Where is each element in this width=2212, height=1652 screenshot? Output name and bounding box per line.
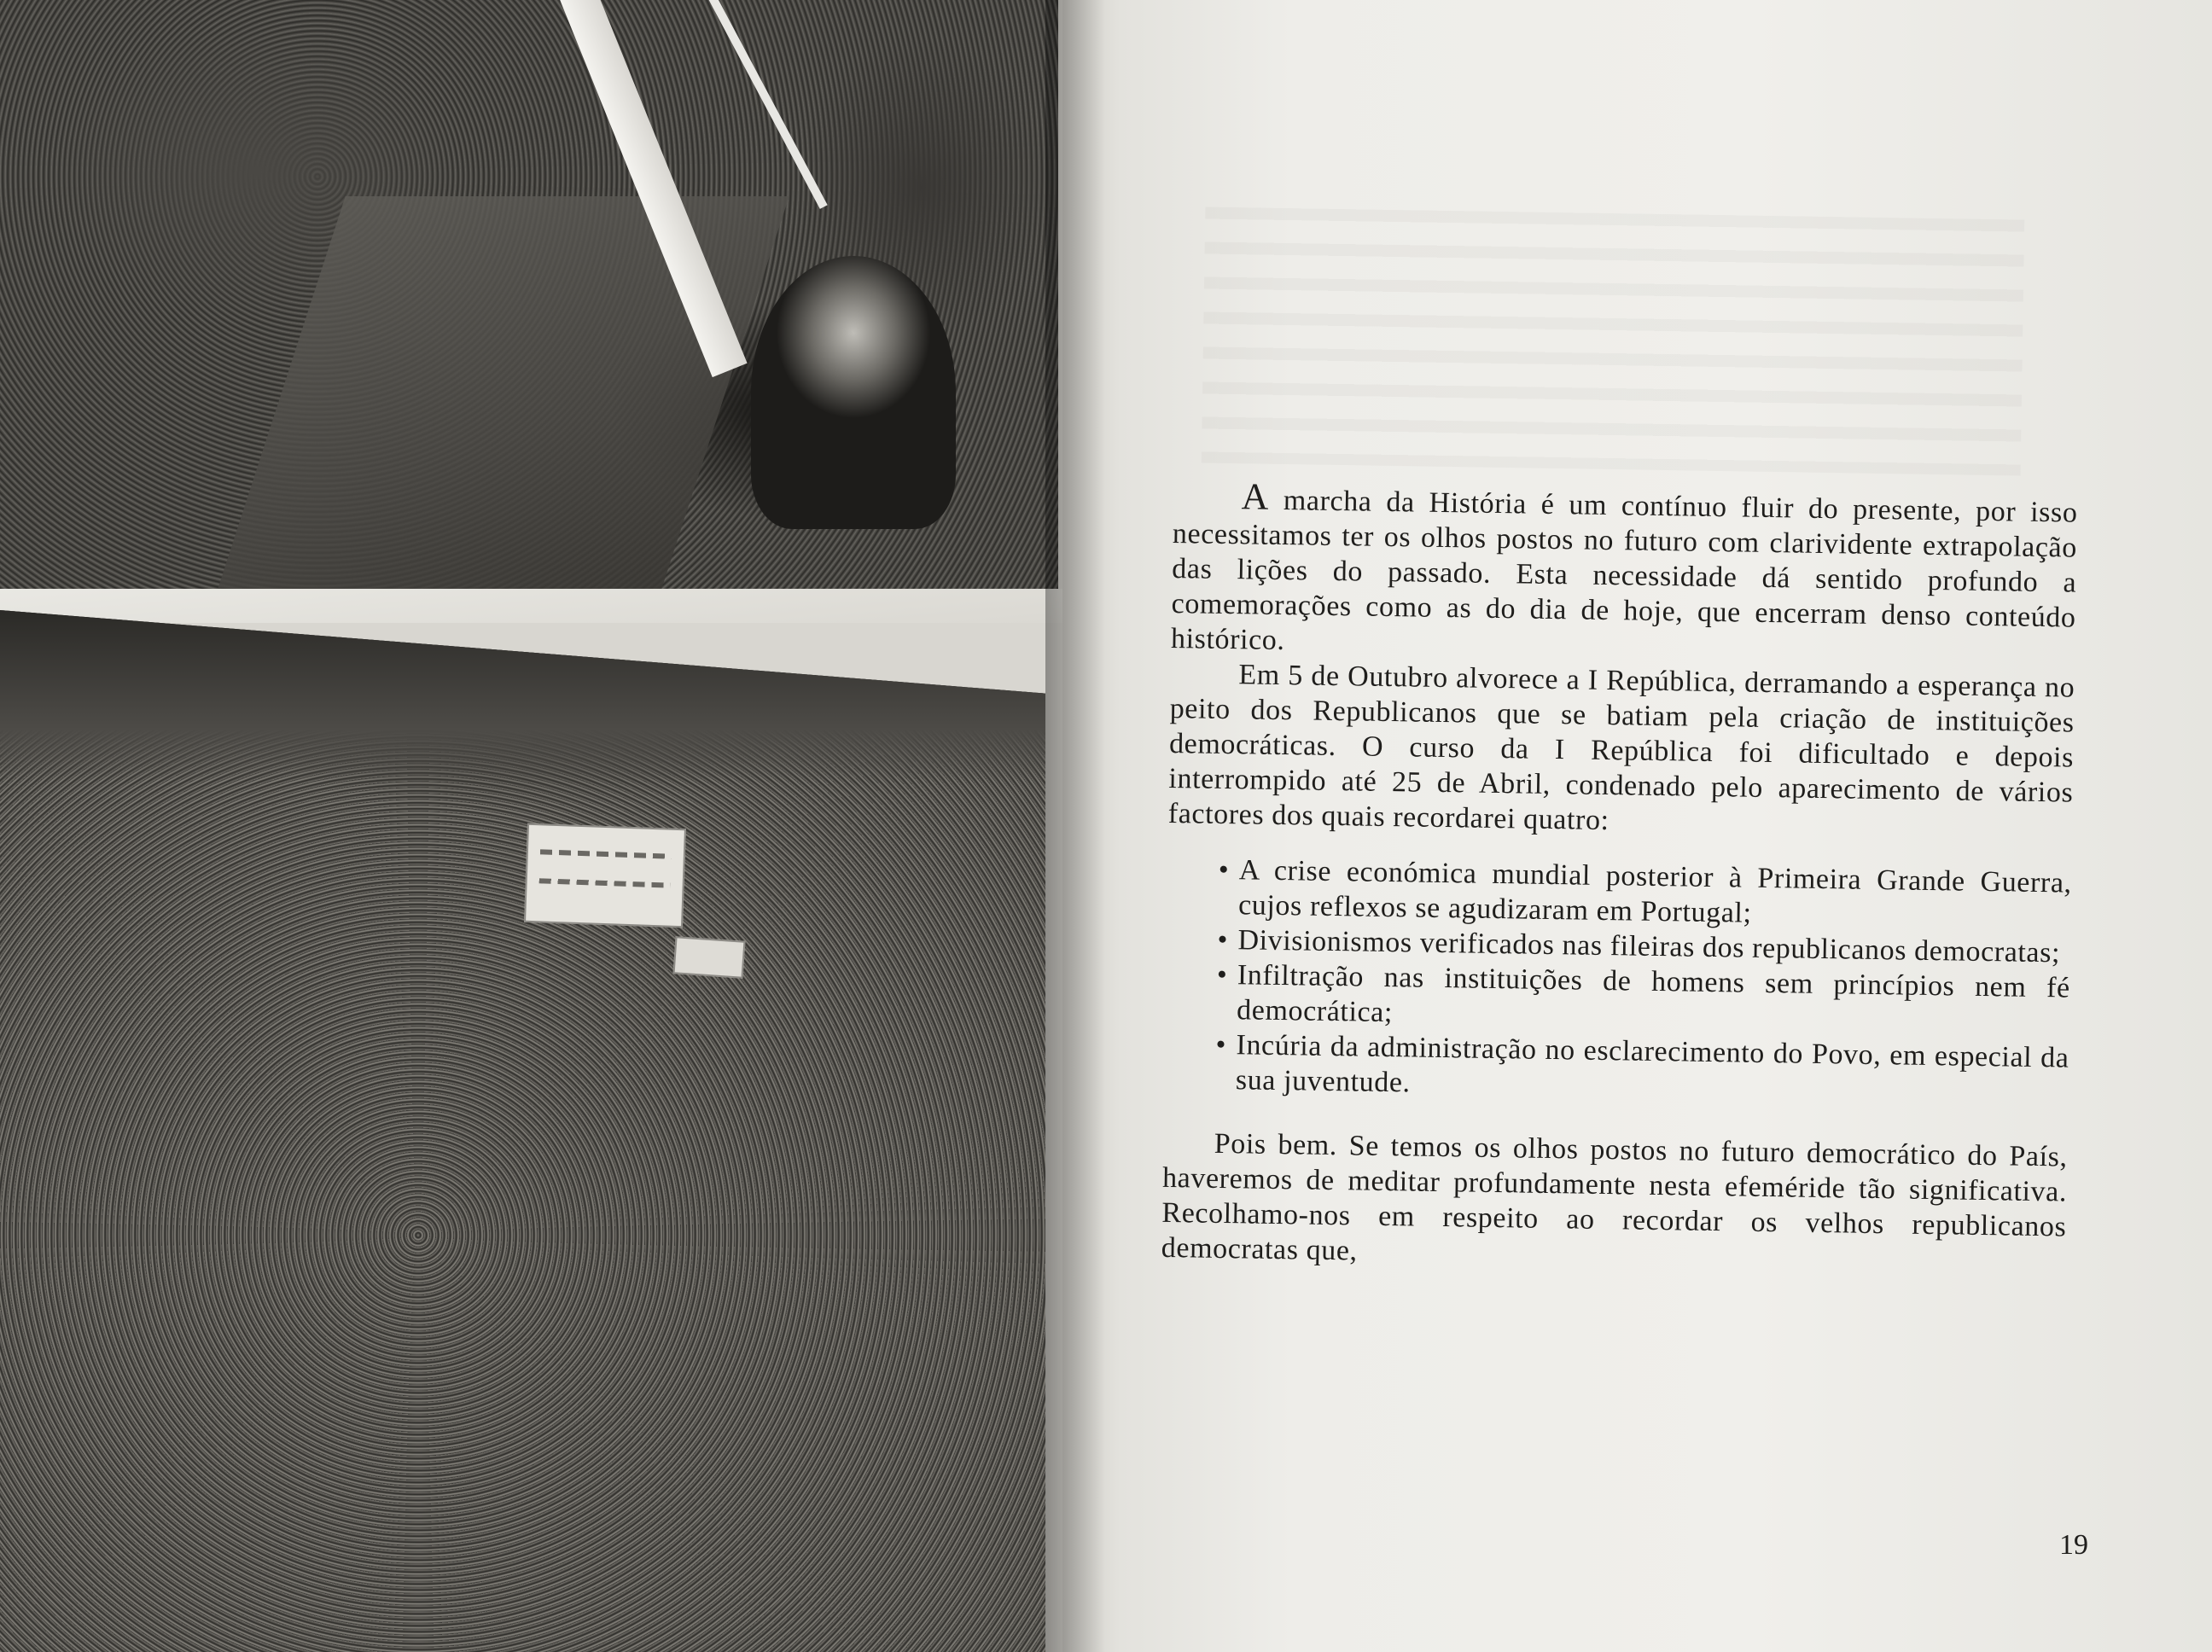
bullet-icon: • [1217, 923, 1229, 957]
paragraph-1: A marcha da História é um contínuo fluir do presente, por isso necessitamos ter os olhos postos no futuro com clarividente extrapolação das lições do passado. Esta necessidade dá sentido profundo a comemorações como as do dia de hoje, que encerram denso conteúdo histórico. [1170, 475, 2078, 657]
lamp-post [700, 0, 828, 209]
bullet-icon: • [1218, 853, 1230, 887]
paragraph-3: Pois bem. Se temos os olhos postos no futuro democrático do País, haveremos de meditar profundamente nesta efeméride tão significativa. Recolhamo-nos em respeito ao recordar os velhos republicanos democratas que, [1161, 1127, 2068, 1267]
photo-bottom [0, 610, 1045, 1652]
show-through-text [1202, 206, 2025, 475]
bullet-icon: • [1215, 1028, 1227, 1062]
list-item [1215, 1027, 2069, 1111]
photo-gap [0, 589, 1062, 623]
list-item-text: Incúria da administração no esclarecimento do Povo, em especial da sua juventude. [1235, 1029, 2069, 1099]
list-item-text: Divisionismos verificados nas fileiras dos republicanos democratas; [1237, 924, 2061, 969]
bullet-icon: • [1216, 958, 1228, 992]
list-item [1218, 852, 2072, 936]
paragraph-2: Em 5 de Outubro alvorece a I República, derramando a esperança no peito dos Republicanos que se batiam pela criação de instituições democráticas. O curso da I República foi dificultado e depois interrompido até 25 de Abril, condenado pelo aparecimento de vários factores dos quais recordarei quatro: [1167, 659, 2075, 837]
list-item-text: A crise económica mundial posterior à Primeira Grande Guerra, cujos reflexos se agudizaram em Portugal; [1237, 854, 2072, 929]
protest-banner [524, 823, 686, 928]
building-facade [0, 610, 1045, 781]
left-page [0, 0, 1062, 1652]
body-text [1161, 475, 2078, 1280]
factors-list [1215, 852, 2072, 1111]
gutter-shadow [1045, 0, 1105, 1652]
page-number: 19 [2059, 1529, 2088, 1561]
photo-top [0, 0, 1058, 589]
cameraman-figure [751, 256, 956, 529]
small-banner [673, 936, 746, 979]
list-item-text: Infiltração nas instituições de homens sem princípios nem fé democrática; [1236, 959, 2071, 1029]
list-item [1216, 957, 2070, 1041]
